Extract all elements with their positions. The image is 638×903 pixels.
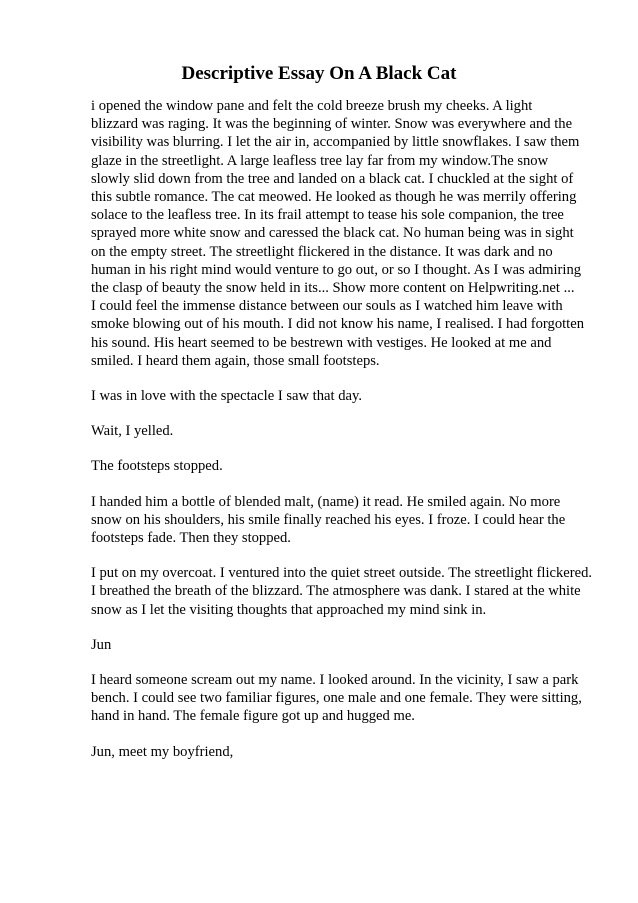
paragraph [91,671,595,726]
text-line: bench. I could see two familiar figures, one male and one female. They were sitting, [91,690,582,707]
text-line: I handed him a bottle of blended malt, (name) it read. He smiled again. No more [91,493,561,510]
paragraph [91,457,595,475]
paragraph [91,564,595,619]
text-line: I heard someone scream out my name. I looked around. In the vicinity, I saw a park [91,672,579,689]
paragraph [91,743,595,761]
text-line: smiled. I heard them again, those small footsteps. [91,352,380,369]
paragraph [91,422,595,440]
text-line: sprayed more white snow and caressed the black cat. No human being was in sight [91,225,574,242]
text-line: Jun, meet my boyfriend, [91,743,234,760]
paragraph [91,493,595,548]
text-line: snow as I let the visiting thoughts that approached my mind sink in. [91,601,487,618]
text-line: hand in hand. The female figure got up and hugged me. [91,708,415,725]
text-line: I breathed the breath of the blizzard. The atmosphere was dank. I stared at the white [91,583,581,600]
text-line: snow on his shoulders, his smile finally reached his eyes. I froze. I could hear the [91,511,566,528]
text-line: solace to the leafless tree. In its frail attempt to tease his sole companion, the tree [91,207,564,224]
text-line: on the empty street. The streetlight flickered in the distance. It was dark and no [91,243,553,260]
document-body [91,97,595,778]
text-line: Jun [91,636,112,653]
text-line: glaze in the streetlight. A large leafless tree lay far from my window.The snow [91,152,549,169]
text-line: I was in love with the spectacle I saw that day. [91,388,362,405]
text-line: the clasp of beauty the snow held in its... Show more content on Helpwriting.net ... [91,280,575,297]
text-line: smoke blowing out of his mouth. I did not know his name, I realised. I had forgotten [91,316,585,333]
document-title: Descriptive Essay On A Black Cat [181,63,457,84]
text-line: I could feel the immense distance between our souls as I watched him leave with [91,298,563,315]
paragraph [91,636,595,654]
text-line: his sound. His heart seemed to be bestrewn with vestiges. He looked at me and [91,334,552,351]
text-line: i opened the window pane and felt the cold breeze brush my cheeks. A light [91,98,533,114]
text-line: visibility was blurring. I let the air in, accompanied by little snowflakes. I saw them [91,134,580,151]
text-line: Wait, I yelled. [91,423,174,440]
text-line: this subtle romance. The cat meowed. He looked as though he was merrily offering [91,189,577,206]
text-line: slowly slid down from the tree and landed on a black cat. I chuckled at the sight of [91,170,574,187]
text-line: human in his right mind would venture to go out, or so I thought. As I was admiring [91,261,582,278]
paragraph [91,97,595,370]
text-line: blizzard was raging. It was the beginning of winter. Snow was everywhere and the [91,116,573,133]
paragraph [91,387,595,405]
text-line: The footsteps stopped. [91,458,223,475]
text-line: I put on my overcoat. I ventured into the quiet street outside. The streetlight flickered. [91,565,593,582]
text-line: footsteps fade. Then they stopped. [91,530,291,547]
